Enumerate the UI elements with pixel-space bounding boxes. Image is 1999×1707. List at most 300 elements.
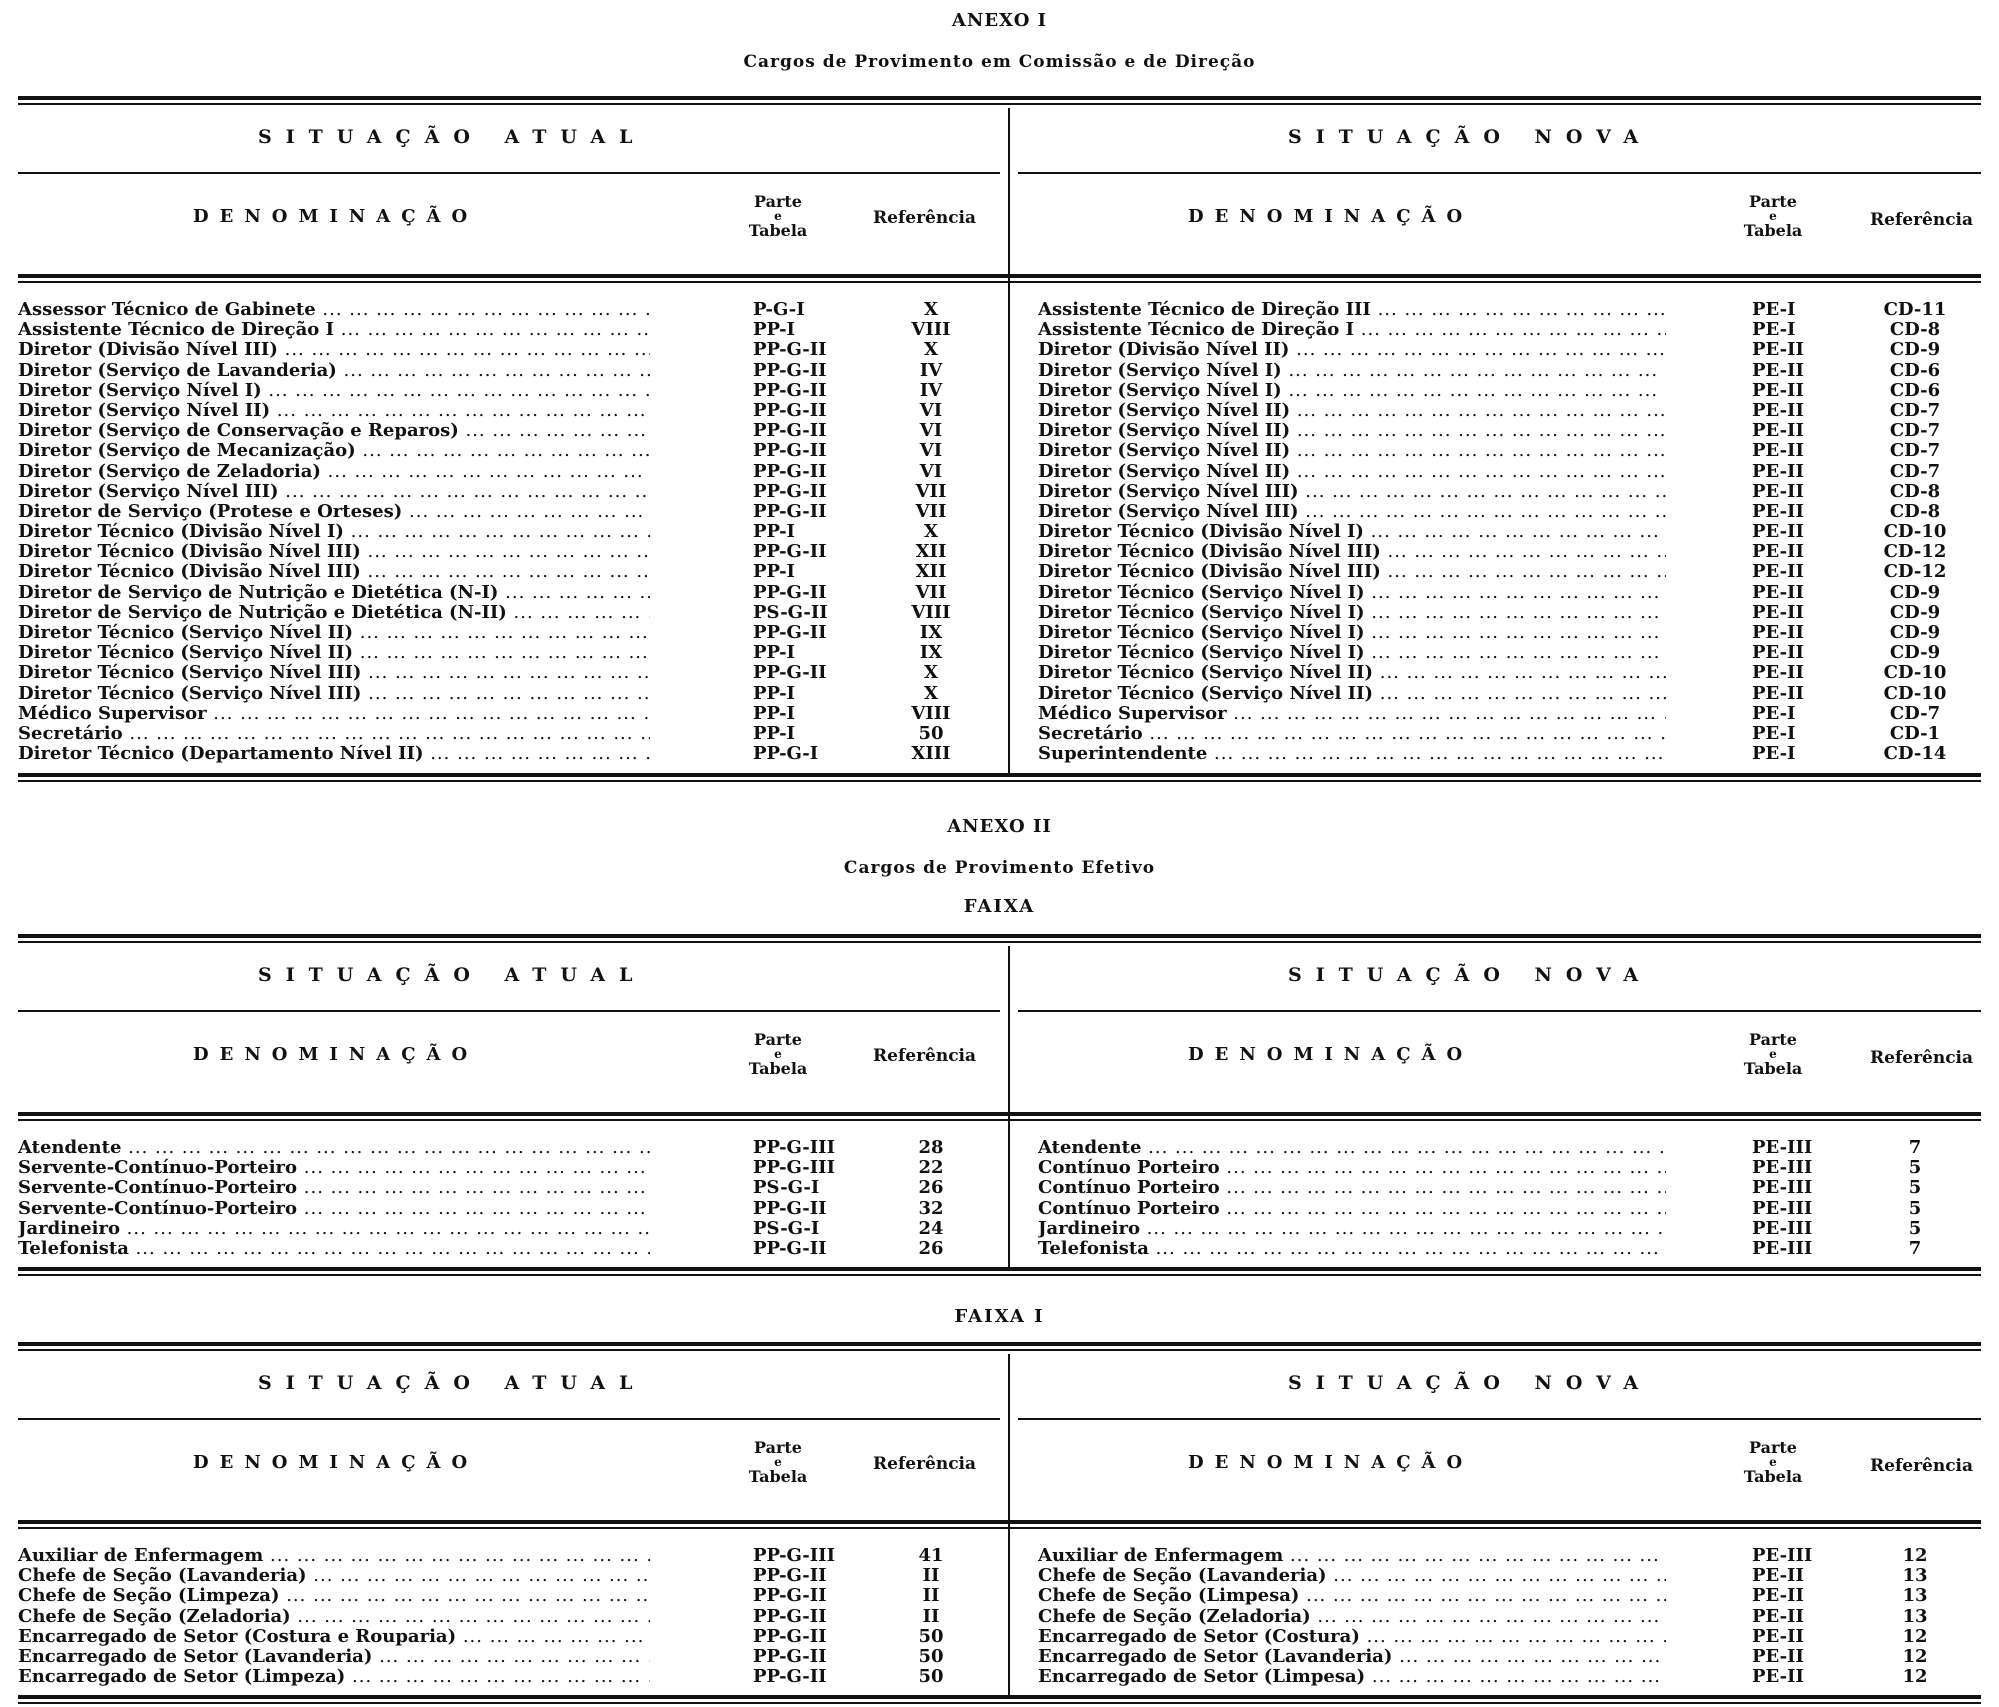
e-label: e (1769, 1455, 1777, 1469)
parte-tabela-cell: PP-I (753, 319, 795, 341)
denominacao-cell: Encarregado de Setor (Costura) ... . (1038, 1627, 1666, 1647)
parte-tabela-cell: PE-III (1752, 1197, 1813, 1219)
parte-tabela-cell: PE-III (1752, 1157, 1813, 1179)
referencia-cell: 5 (1908, 1157, 1922, 1179)
table-row (1038, 744, 1981, 764)
parte-tabela-cell: PP-G-II (753, 541, 827, 563)
table-bottom-rule (18, 1695, 1981, 1704)
table-row (18, 583, 998, 603)
referencia-cell: 5 (1908, 1177, 1922, 1199)
denominacao-cell: Diretor Técnico (Divisão Nível III) ... . (1038, 542, 1666, 562)
table-row (1038, 1178, 1981, 1198)
table-row (1038, 1138, 1981, 1158)
denominacao-cell: Médico Supervisor ... . (1038, 704, 1666, 724)
denominacao-cell: Diretor (Serviço Nível I) ... . (1038, 361, 1666, 381)
table-row (18, 1239, 998, 1259)
parte-tabela-cell: PE-II (1752, 622, 1804, 643)
atual-rows (18, 1546, 998, 1687)
parte-tabela-cell: PP-G-II (753, 480, 827, 502)
referencia-cell: CD-8 (1889, 319, 1941, 341)
denominacao-cell: Diretor (Serviço de Lavanderia) ... . (18, 361, 650, 381)
table-row (1038, 320, 1981, 340)
referencia-cell: 5 (1908, 1217, 1922, 1239)
nova-rows (1038, 1546, 1981, 1687)
denominacao-cell: Telefonista ... . (18, 1239, 650, 1259)
table-row (1038, 441, 1981, 461)
header-bottom-rule (18, 274, 1981, 283)
parte-tabela-cell: PP-I (753, 702, 795, 724)
referencia-cell: VIII (911, 319, 951, 341)
parte-tabela-cell: PP-G-II (753, 379, 827, 401)
parte-tabela-cell: PS-G-II (753, 601, 828, 623)
parte-tabela-cell: PP-G-II (753, 500, 827, 522)
parte-tabela-cell: PE-II (1752, 682, 1804, 704)
table-row (18, 724, 998, 744)
table-row (18, 320, 998, 340)
parte-tabela-cell: PP-G-II (753, 460, 827, 482)
denominacao-cell: Diretor (Serviço Nível I) ... . (1038, 381, 1666, 401)
referencia-cell: XIII (911, 743, 951, 765)
referencia-cell: CD-9 (1889, 622, 1941, 643)
referencia-cell: 26 (918, 1177, 944, 1199)
table-row (1038, 421, 1981, 441)
denominacao-atual-heading: DENOMINAÇÃO (193, 1044, 479, 1065)
referencia-cell: II (922, 1605, 940, 1627)
denominacao-cell: Secretário ... . (18, 724, 650, 744)
table-row (1038, 623, 1981, 643)
referencia-cell: CD-10 (1883, 682, 1947, 704)
denominacao-atual-heading: DENOMINAÇÃO (193, 1452, 479, 1473)
table-row (1038, 603, 1981, 623)
referencia-cell: VII (915, 581, 947, 603)
table-row (1038, 502, 1981, 522)
parte-tabela-cell: PE-III (1752, 1545, 1813, 1566)
table-row (18, 340, 998, 360)
referencia-cell: 7 (1908, 1137, 1922, 1158)
denominacao-cell: Médico Supervisor ... . (18, 704, 650, 724)
parte-tabela-cell: PP-G-II (753, 1605, 827, 1627)
parte-tabela-cell: PE-II (1752, 561, 1804, 583)
atual-header-rule (18, 1010, 1000, 1012)
header-bottom-rule (18, 1112, 1981, 1121)
parte-tabela-cell: PE-II (1752, 581, 1804, 603)
referencia-cell: IX (919, 642, 943, 664)
referencia-nova-heading: Referência (1870, 1456, 1974, 1476)
referencia-cell: CD-7 (1889, 420, 1941, 442)
table-row (18, 1627, 998, 1647)
denominacao-cell: Diretor Técnico (Serviço Nível II) ... . (1038, 663, 1666, 683)
referencia-cell: 13 (1902, 1585, 1928, 1607)
tabela-label: Tabela (748, 221, 808, 240)
referencia-cell: 12 (1902, 1625, 1928, 1647)
referencia-cell: CD-6 (1889, 359, 1941, 381)
referencia-cell: CD-10 (1883, 521, 1947, 543)
table-row (18, 441, 998, 461)
atual-header-rule (18, 1418, 1000, 1420)
referencia-cell: VII (915, 500, 947, 522)
faixa-label: FAIXA (963, 896, 1036, 917)
referencia-cell: CD-7 (1889, 702, 1941, 724)
parte-tabela-nova-heading (1728, 1438, 1818, 1486)
table-row (18, 603, 998, 623)
table-row (18, 1219, 998, 1239)
denominacao-cell: Contínuo Porteiro ... . (1038, 1199, 1666, 1219)
referencia-cell: 12 (1902, 1666, 1928, 1688)
denominacao-cell: Encarregado de Setor (Costura e Rouparia) ... . (18, 1627, 650, 1647)
table-row (18, 704, 998, 724)
referencia-cell: 26 (918, 1237, 944, 1259)
table-row (1038, 482, 1981, 502)
parte-tabela-cell: PP-G-II (753, 359, 827, 381)
anexo2-title: ANEXO II (947, 816, 1052, 837)
nova-header-rule (1018, 172, 1981, 174)
referencia-cell: 5 (1908, 1197, 1922, 1219)
table-row (1038, 1546, 1981, 1566)
denominacao-atual-heading: DENOMINAÇÃO (193, 206, 479, 227)
table-row (18, 401, 998, 421)
parte-tabela-cell: PE-II (1752, 662, 1804, 684)
denominacao-cell: Diretor de Serviço de Nutrição e Dietética (N-II) ... . (18, 603, 650, 623)
parte-tabela-cell: PE-II (1752, 440, 1804, 462)
referencia-cell: CD-1 (1889, 722, 1941, 744)
column-divider (1008, 108, 1010, 773)
table-row (18, 502, 998, 522)
e-label: e (1769, 209, 1777, 223)
referencia-cell: CD-9 (1889, 581, 1941, 603)
referencia-cell: II (922, 1585, 940, 1607)
parte-tabela-cell: PP-I (753, 642, 795, 664)
tabela-label: Tabela (748, 1467, 808, 1486)
table-row (18, 744, 998, 764)
referencia-cell: VI (919, 399, 943, 421)
e-label: e (774, 1047, 782, 1061)
parte-tabela-cell: PE-II (1752, 399, 1804, 421)
parte-tabela-cell: PE-I (1752, 743, 1796, 765)
parte-tabela-cell: PP-I (753, 561, 795, 583)
header-bottom-rule (18, 1520, 1981, 1529)
referencia-cell: X (924, 299, 938, 320)
denominacao-cell: Diretor Técnico (Serviço Nível I) ... . (1038, 643, 1666, 663)
anexo1-title: ANEXO I (951, 10, 1048, 31)
parte-label: Parte (1749, 192, 1797, 211)
denominacao-cell: Diretor Técnico (Divisão Nível III) ... . (18, 542, 650, 562)
parte-tabela-cell: PP-G-III (753, 1157, 835, 1179)
parte-tabela-cell: PE-II (1752, 480, 1804, 502)
referencia-cell: 50 (918, 1666, 944, 1688)
table-top-rule (18, 934, 1981, 943)
denominacao-cell: Diretor de Serviço de Nutrição e Dietética (N-I) ... . (18, 583, 650, 603)
parte-tabela-cell: PE-II (1752, 1585, 1804, 1607)
parte-tabela-cell: PE-I (1752, 319, 1796, 341)
table-row (1038, 1586, 1981, 1606)
table-row (18, 684, 998, 704)
nova-rows (1038, 1138, 1981, 1259)
referencia-cell: CD-9 (1889, 601, 1941, 623)
parte-tabela-cell: PE-II (1752, 359, 1804, 381)
table-row (18, 421, 998, 441)
table-row (1038, 562, 1981, 582)
table-row (1038, 643, 1981, 663)
table-row (18, 522, 998, 542)
referencia-cell: X (924, 662, 938, 684)
denominacao-cell: Diretor (Serviço Nível II) ... . (1038, 462, 1666, 482)
denominacao-cell: Diretor (Divisão Nível II) ... . (1038, 340, 1666, 360)
referencia-cell: CD-8 (1889, 480, 1941, 502)
table-row (18, 1546, 998, 1566)
column-divider (1008, 1354, 1010, 1695)
parte-tabela-cell: PE-II (1752, 521, 1804, 543)
parte-tabela-cell: PE-I (1752, 722, 1796, 744)
table-row (1038, 663, 1981, 683)
atual-header-rule (18, 172, 1000, 174)
denominacao-cell: Diretor Técnico (Divisão Nível III) ... . (18, 562, 650, 582)
table-row (18, 1647, 998, 1667)
referencia-cell: 28 (918, 1137, 944, 1158)
parte-tabela-cell: PE-II (1752, 339, 1804, 361)
denominacao-cell: Diretor Técnico (Serviço Nível I) ... . (1038, 603, 1666, 623)
parte-tabela-cell: PP-G-II (753, 1565, 827, 1587)
table-row (1038, 522, 1981, 542)
denominacao-cell: Diretor Técnico (Serviço Nível II) ... . (18, 643, 650, 663)
denominacao-cell: Jardineiro ... . (18, 1219, 650, 1239)
denominacao-cell: Servente-Contínuo-Porteiro ... . (18, 1178, 650, 1198)
table-row (1038, 583, 1981, 603)
referencia-cell: 12 (1902, 1645, 1928, 1667)
referencia-cell: 32 (918, 1197, 944, 1219)
referencia-cell: 7 (1908, 1237, 1922, 1259)
parte-tabela-cell: PP-G-II (753, 1197, 827, 1219)
parte-tabela-cell: PP-G-I (753, 743, 819, 765)
situacao-nova-heading: SITUAÇÃO NOVA (1288, 1372, 1653, 1394)
table-row (18, 381, 998, 401)
referencia-cell: IV (919, 379, 943, 401)
referencia-cell: XII (915, 561, 947, 583)
denominacao-cell: Diretor Técnico (Serviço Nível II) ... . (18, 623, 650, 643)
denominacao-cell: Diretor de Serviço (Protese e Orteses) ... . (18, 502, 650, 522)
table-row (1038, 381, 1981, 401)
referencia-cell: VIII (911, 702, 951, 724)
referencia-cell: 22 (918, 1157, 944, 1179)
denominacao-cell: Diretor (Serviço Nível II) ... . (1038, 441, 1666, 461)
denominacao-cell: Assistente Técnico de Direção III ... . (1038, 300, 1666, 320)
situacao-atual-heading: SITUAÇÃO ATUAL (258, 1372, 647, 1394)
nova-header-rule (1018, 1418, 1981, 1420)
parte-tabela-cell: PP-G-II (753, 1585, 827, 1607)
parte-label: Parte (1749, 1438, 1797, 1457)
denominacao-cell: Diretor (Serviço Nível II) ... . (1038, 421, 1666, 441)
referencia-cell: CD-8 (1889, 500, 1941, 522)
parte-tabela-cell: PP-G-II (753, 420, 827, 442)
referencia-cell: 24 (918, 1217, 944, 1239)
denominacao-nova-heading: DENOMINAÇÃO (1188, 1452, 1474, 1473)
table-row (1038, 724, 1981, 744)
parte-label: Parte (754, 1438, 802, 1457)
denominacao-cell: Secretário ... . (1038, 724, 1666, 744)
table-row (18, 542, 998, 562)
parte-tabela-cell: PE-III (1752, 1217, 1813, 1239)
denominacao-cell: Diretor Técnico (Departamento Nível II) ... . (18, 744, 650, 764)
table-row (1038, 1607, 1981, 1627)
column-divider (1008, 946, 1010, 1267)
denominacao-cell: Encarregado de Setor (Limpeza) ... . (18, 1667, 650, 1687)
denominacao-cell: Assistente Técnico de Direção I ... . (1038, 320, 1666, 340)
table-row (1038, 684, 1981, 704)
referencia-cell: VII (915, 480, 947, 502)
table-row (1038, 542, 1981, 562)
parte-tabela-cell: PE-II (1752, 642, 1804, 664)
table-row (18, 1566, 998, 1586)
parte-tabela-atual-heading (733, 1438, 823, 1486)
referencia-atual-heading: Referência (873, 208, 977, 228)
table-row (1038, 401, 1981, 421)
referencia-cell: CD-6 (1889, 379, 1941, 401)
referencia-cell: IX (919, 622, 943, 643)
parte-tabela-cell: PE-III (1752, 1177, 1813, 1199)
referencia-cell: X (924, 682, 938, 704)
denominacao-cell: Contínuo Porteiro ... . (1038, 1158, 1666, 1178)
referencia-nova-heading: Referência (1870, 1048, 1974, 1068)
parte-tabela-cell: PE-II (1752, 460, 1804, 482)
parte-tabela-cell: PE-III (1752, 1137, 1813, 1158)
table-row (18, 1199, 998, 1219)
parte-tabela-cell: PE-II (1752, 1625, 1804, 1647)
denominacao-cell: Diretor (Serviço Nível II) ... . (18, 401, 650, 421)
table-row (18, 1158, 998, 1178)
denominacao-cell: Diretor Técnico (Serviço Nível I) ... . (1038, 583, 1666, 603)
table-bottom-rule (18, 773, 1981, 782)
denominacao-cell: Diretor Técnico (Serviço Nível II) ... . (1038, 684, 1666, 704)
denominacao-cell: Assessor Técnico de Gabinete ... . (18, 300, 650, 320)
denominacao-cell: Diretor (Serviço Nível II) ... . (1038, 401, 1666, 421)
table-row (1038, 1566, 1981, 1586)
parte-tabela-cell: P-G-I (753, 299, 805, 320)
referencia-cell: 12 (1902, 1545, 1928, 1566)
denominacao-cell: Diretor Técnico (Divisão Nível I) ... . (18, 522, 650, 542)
referencia-cell: II (922, 1565, 940, 1587)
referencia-cell: CD-7 (1889, 399, 1941, 421)
table-row (1038, 704, 1981, 724)
parte-tabela-atual-heading (733, 1030, 823, 1078)
denominacao-cell: Diretor Técnico (Serviço Nível I) ... . (1038, 623, 1666, 643)
denominacao-cell: Diretor (Serviço Nível III) ... . (1038, 482, 1666, 502)
denominacao-cell: Auxiliar de Enfermagem ... . (1038, 1546, 1666, 1566)
denominacao-cell: Diretor (Divisão Nível III) ... . (18, 340, 650, 360)
parte-tabela-cell: PP-G-III (753, 1545, 835, 1566)
referencia-cell: 50 (918, 1645, 944, 1667)
denominacao-cell: Diretor (Serviço de Conservação e Reparos) ... . (18, 421, 650, 441)
denominacao-cell: Chefe de Seção (Limpesa) ... . (1038, 1586, 1666, 1606)
table-row (1038, 300, 1981, 320)
tabela-label: Tabela (1743, 221, 1803, 240)
parte-tabela-cell: PE-II (1752, 1605, 1804, 1627)
referencia-cell: 13 (1902, 1605, 1928, 1627)
parte-tabela-cell: PP-G-II (753, 622, 827, 643)
parte-tabela-atual-heading (733, 192, 823, 240)
referencia-atual-heading: Referência (873, 1454, 977, 1474)
referencia-cell: VIII (911, 601, 951, 623)
referencia-cell: CD-12 (1883, 561, 1947, 583)
referencia-cell: X (924, 339, 938, 361)
denominacao-cell: Superintendente ... . (1038, 744, 1666, 764)
denominacao-cell: Diretor Técnico (Divisão Nível I) ... . (1038, 522, 1666, 542)
denominacao-cell: Diretor (Serviço Nível I) ... . (18, 381, 650, 401)
table-row (1038, 1627, 1981, 1647)
parte-tabela-cell: PE-II (1752, 601, 1804, 623)
table-row (18, 361, 998, 381)
parte-tabela-cell: PE-II (1752, 420, 1804, 442)
denominacao-cell: Auxiliar de Enfermagem ... . (18, 1546, 650, 1566)
denominacao-cell: Servente-Contínuo-Porteiro ... . (18, 1199, 650, 1219)
tabela-label: Tabela (748, 1059, 808, 1078)
denominacao-cell: Chefe de Seção (Zeladoria) ... . (18, 1607, 650, 1627)
parte-tabela-cell: PP-G-II (753, 1237, 827, 1259)
parte-tabela-cell: PE-II (1752, 500, 1804, 522)
denominacao-cell: Chefe de Seção (Limpeza) ... . (18, 1586, 650, 1606)
referencia-cell: 50 (918, 1625, 944, 1647)
referencia-cell: VI (919, 420, 943, 442)
parte-tabela-cell: PP-G-II (753, 1666, 827, 1688)
referencia-cell: CD-9 (1889, 642, 1941, 664)
denominacao-cell: Contínuo Porteiro ... . (1038, 1178, 1666, 1198)
parte-tabela-cell: PS-G-I (753, 1177, 820, 1199)
denominacao-cell: Chefe de Seção (Lavanderia) ... . (18, 1566, 650, 1586)
referencia-nova-heading: Referência (1870, 210, 1974, 230)
referencia-cell: CD-14 (1883, 743, 1947, 765)
denominacao-cell: Chefe de Seção (Lavanderia) ... . (1038, 1566, 1666, 1586)
situacao-nova-heading: SITUAÇÃO NOVA (1288, 964, 1653, 986)
parte-tabela-cell: PP-G-III (753, 1137, 835, 1158)
referencia-cell: 13 (1902, 1565, 1928, 1587)
table-row (1038, 361, 1981, 381)
denominacao-cell: Atendente ... . (1038, 1138, 1666, 1158)
denominacao-cell: Encarregado de Setor (Lavanderia) ... . (18, 1647, 650, 1667)
e-label: e (774, 1455, 782, 1469)
denominacao-cell: Diretor (Serviço de Zeladoria) ... . (18, 462, 650, 482)
table-bottom-rule (18, 1267, 1981, 1276)
table-row (1038, 1667, 1981, 1687)
denominacao-cell: Diretor Técnico (Divisão Nível III) ... . (1038, 562, 1666, 582)
table-row (18, 462, 998, 482)
table-row (18, 643, 998, 663)
anexo2-subtitle: Cargos de Provimento Efetivo (843, 858, 1156, 878)
denominacao-cell: Jardineiro ... . (1038, 1219, 1666, 1239)
table-row (1038, 1158, 1981, 1178)
anexo1-table (18, 96, 1981, 785)
table-row (18, 482, 998, 502)
referencia-cell: CD-10 (1883, 662, 1947, 684)
referencia-cell: VI (919, 460, 943, 482)
table-row (18, 663, 998, 683)
denominacao-cell: Encarregado de Setor (Limpesa) ... . (1038, 1667, 1666, 1687)
parte-tabela-cell: PP-G-II (753, 1645, 827, 1667)
parte-tabela-cell: PP-G-II (753, 581, 827, 603)
parte-label: Parte (754, 1030, 802, 1049)
denominacao-cell: Atendente ... . (18, 1138, 650, 1158)
parte-label: Parte (1749, 1030, 1797, 1049)
table-row (18, 300, 998, 320)
denominacao-cell: Diretor Técnico (Serviço Nível III) ... . (18, 684, 650, 704)
denominacao-cell: Diretor (Serviço Nível III) ... . (1038, 502, 1666, 522)
parte-tabela-cell: PP-I (753, 521, 795, 543)
parte-tabela-cell: PP-G-II (753, 1625, 827, 1647)
parte-tabela-cell: PP-G-II (753, 339, 827, 361)
table-row (1038, 1239, 1981, 1259)
situacao-nova-heading: SITUAÇÃO NOVA (1288, 126, 1653, 148)
table-row (1038, 340, 1981, 360)
denominacao-nova-heading: DENOMINAÇÃO (1188, 1044, 1474, 1065)
faixa-table (18, 934, 1981, 1279)
parte-tabela-cell: PE-I (1752, 299, 1796, 320)
